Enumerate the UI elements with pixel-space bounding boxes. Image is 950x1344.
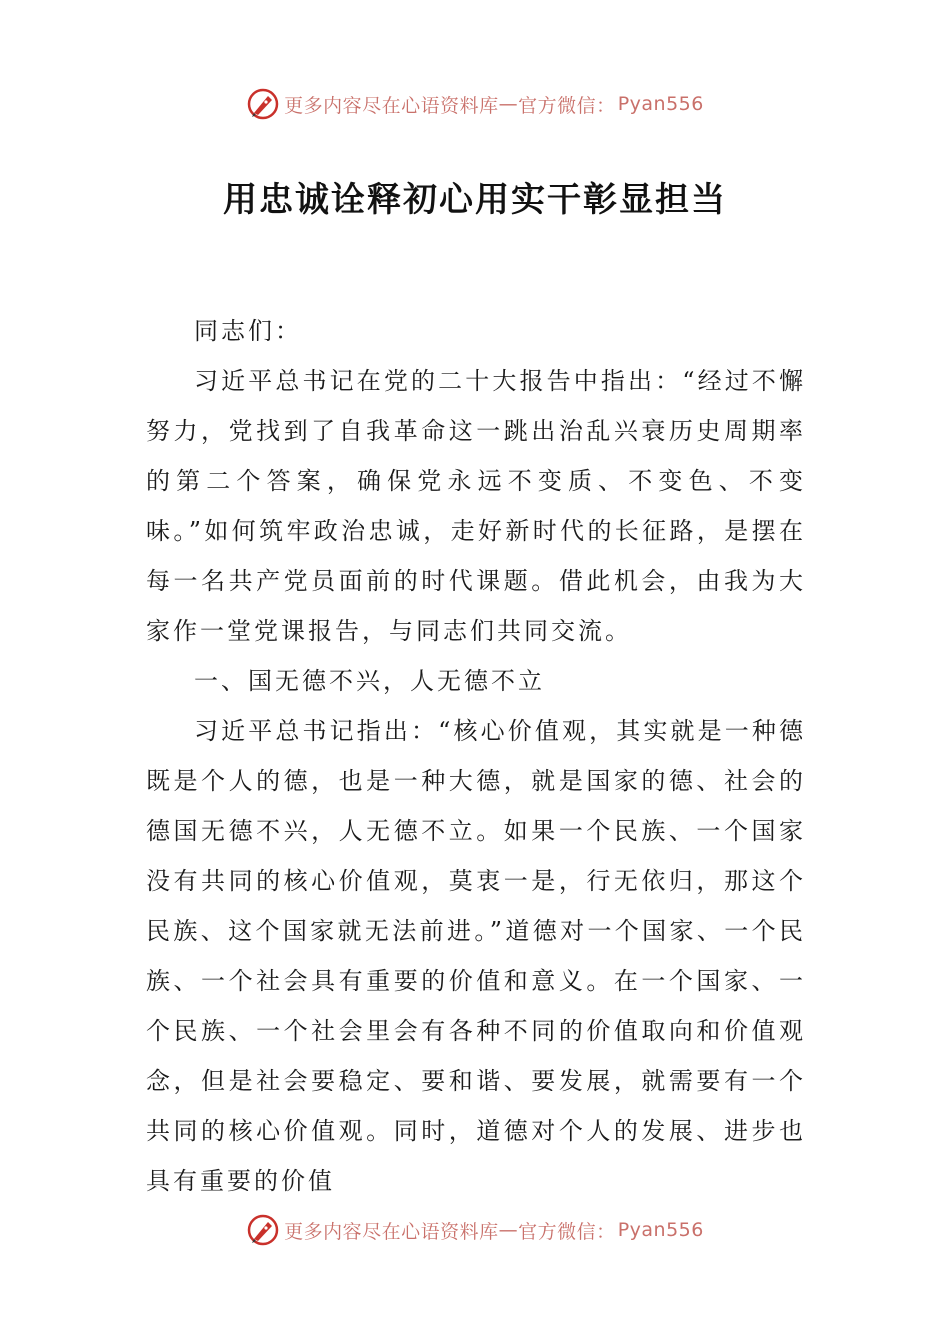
footer-watermark bbox=[0, 1210, 950, 1250]
watermark-wechat-id: Pyan556 bbox=[617, 93, 704, 115]
header-watermark bbox=[0, 84, 950, 124]
watermark-wechat-label: 官方微信： bbox=[518, 1220, 616, 1243]
document-title: 用忠诚诠释初心用实干彰显担当 bbox=[223, 180, 727, 220]
document-body bbox=[146, 306, 806, 1206]
pen-nib-logo-icon bbox=[246, 1213, 280, 1247]
watermark-wechat-label: 官方微信： bbox=[518, 94, 616, 117]
section-heading: 一、国无德不兴，人无德不立 bbox=[194, 667, 545, 695]
watermark-separator: — bbox=[498, 93, 519, 115]
body-paragraph: 习近平总书记指出：“核心价值观，其实就是一种德既是个人的德，也是一种大德，就是国家的德、社会的德国无德不兴，人无德不立。如果一个民族、一个国家没有共同的核心价值观，莫衷一是，行无依归，那这个民族、这个国家就无法前进。”道德对一个国家、一个民族、一个社会具有重要的价值和意义。在一个国家、一个民族、一个社会里会有各种不同的价值取向和价值观念，但是社会要稳定、要和谐、要发展，就需要有一个共同的核心价值观。同时，道德对个人的发展、进步也具有重要的价值 bbox=[146, 717, 806, 1195]
watermark-text: 更多内容尽在心语资料库 bbox=[284, 1220, 499, 1243]
salutation: 同志们： bbox=[194, 317, 302, 345]
watermark-wechat-id: Pyan556 bbox=[617, 1219, 704, 1241]
body-paragraph: 习近平总书记在党的二十大报告中指出：“经过不懈努力，党找到了自我革命这一跳出治乱兴衰历史周期率的第二个答案，确保党永远不变质、不变色、不变味。”如何筑牢政治忠诚，走好新时代的长征路，是摆在每一名共产党员面前的时代课题。借此机会，由我为大家作一堂党课报告，与同志们共同交流。 bbox=[146, 367, 806, 645]
pen-nib-logo-icon bbox=[246, 87, 280, 121]
watermark-text: 更多内容尽在心语资料库 bbox=[284, 94, 499, 117]
watermark-separator: — bbox=[498, 1219, 519, 1241]
